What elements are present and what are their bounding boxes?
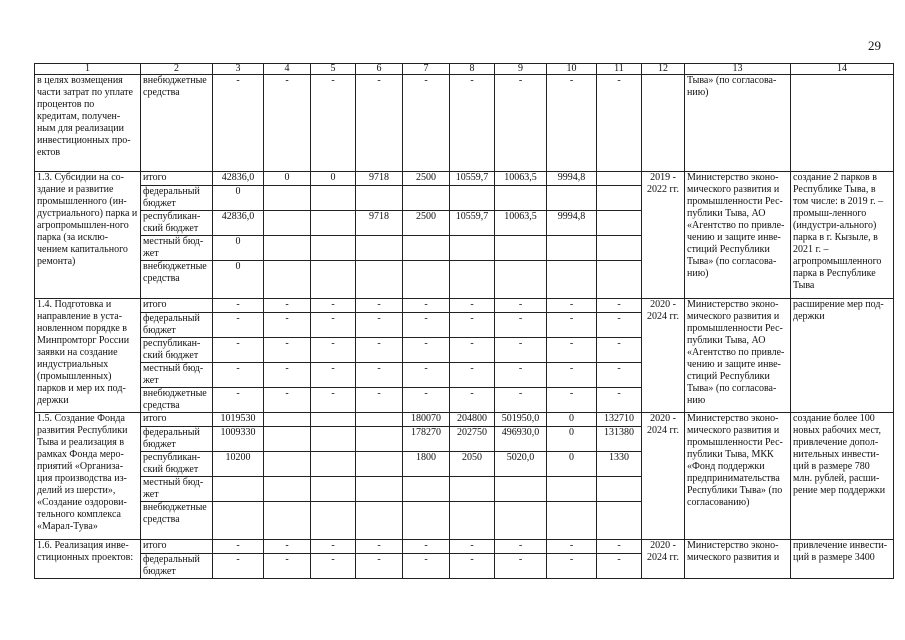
value-cell: - (547, 540, 597, 554)
period-cell (642, 75, 685, 172)
funding-source: местный бюд-жет (141, 477, 213, 502)
measure-name: 1.6. Реализация инве-стиционных проектов: (35, 540, 141, 579)
value-cell: - (403, 388, 450, 413)
value-cell (311, 502, 356, 540)
value-cell: - (213, 540, 264, 554)
value-cell: 2500 (403, 172, 450, 186)
value-cell (597, 261, 642, 299)
value-cell: 42836,0 (213, 172, 264, 186)
value-cell: - (403, 540, 450, 554)
result-cell: создание 2 парков в Республике Тыва, в том числе: в 2019 г. – промыш-ленного (индустри-ального) парка в г. Кызыле, в 2021 г. – агропромышленного парка в Республике Тыва (791, 172, 894, 299)
column-header: 1 (35, 64, 141, 75)
funding-source: внебюджетные средства (141, 388, 213, 413)
value-cell (311, 211, 356, 236)
column-header: 13 (685, 64, 791, 75)
column-header: 2 (141, 64, 213, 75)
value-cell: - (495, 313, 547, 338)
value-cell: - (264, 363, 311, 388)
value-cell (264, 413, 311, 427)
responsible-cell: Тыва» (по согласова-нию) (685, 75, 791, 172)
value-cell: - (311, 363, 356, 388)
value-cell: - (213, 388, 264, 413)
value-cell: 0 (213, 261, 264, 299)
value-cell: - (311, 75, 356, 172)
column-numbers-row (35, 64, 894, 75)
measure-name: в целях возмещения части затрат по уплате процентов по кредитам, получен-ным для реализации инвестиционных про-ектов (35, 75, 141, 172)
value-cell: - (547, 554, 597, 579)
value-cell (264, 211, 311, 236)
column-header: 6 (356, 64, 403, 75)
value-cell (264, 452, 311, 477)
value-cell: - (597, 363, 642, 388)
funding-source: федеральный бюджет (141, 427, 213, 452)
value-cell (597, 236, 642, 261)
funding-source: федеральный бюджет (141, 186, 213, 211)
value-cell: - (547, 299, 597, 313)
value-cell: - (213, 313, 264, 338)
value-cell: - (547, 75, 597, 172)
funding-source: местный бюд-жет (141, 363, 213, 388)
value-cell: 10063,5 (495, 172, 547, 186)
value-cell: 0 (264, 172, 311, 186)
column-header: 9 (495, 64, 547, 75)
column-header: 7 (403, 64, 450, 75)
value-cell: 10559,7 (450, 172, 495, 186)
period-cell: 2020 - 2024 гг. (642, 413, 685, 540)
value-cell: 180070 (403, 413, 450, 427)
value-cell (597, 477, 642, 502)
funding-source: итого (141, 413, 213, 427)
value-cell: - (264, 388, 311, 413)
value-cell (597, 211, 642, 236)
value-cell (356, 452, 403, 477)
value-cell: 204800 (450, 413, 495, 427)
value-cell: - (213, 75, 264, 172)
column-header: 10 (547, 64, 597, 75)
value-cell: - (450, 313, 495, 338)
value-cell: - (403, 313, 450, 338)
value-cell: 10200 (213, 452, 264, 477)
value-cell: - (356, 313, 403, 338)
value-cell (311, 452, 356, 477)
value-cell (403, 186, 450, 211)
column-header: 3 (213, 64, 264, 75)
value-cell: 9718 (356, 211, 403, 236)
value-cell (597, 172, 642, 186)
value-cell: 178270 (403, 427, 450, 452)
program-table (34, 63, 894, 579)
value-cell: - (264, 75, 311, 172)
value-cell (264, 236, 311, 261)
value-cell (403, 236, 450, 261)
value-cell: - (450, 554, 495, 579)
column-header: 14 (791, 64, 894, 75)
value-cell: 0 (547, 452, 597, 477)
value-cell (450, 477, 495, 502)
value-cell (356, 427, 403, 452)
value-cell (450, 261, 495, 299)
value-cell: - (495, 75, 547, 172)
value-cell: - (213, 299, 264, 313)
period-cell: 2020 - 2024 гг. (642, 540, 685, 579)
value-cell: - (597, 388, 642, 413)
value-cell: 1019530 (213, 413, 264, 427)
value-cell: - (356, 540, 403, 554)
value-cell (597, 186, 642, 211)
value-cell (311, 261, 356, 299)
value-cell: - (213, 363, 264, 388)
funding-source: федеральный бюджет (141, 554, 213, 579)
funding-source: внебюджетные средства (141, 75, 213, 172)
responsible-cell: Министерство эконо-мического развития и промышленности Рес-публики Тыва, АО «Агентство по привле-чению и защите инве-стиций Республики Тыва» (по согласова-нию (685, 299, 791, 413)
value-cell: - (547, 313, 597, 338)
value-cell (264, 261, 311, 299)
value-cell (213, 477, 264, 502)
value-cell (547, 236, 597, 261)
measure-name: 1.3. Субсидии на со-здание и развитие промышленного (ин-дустриального) парка и агропромышлен-ного парка (за исклю-чением капитального ремонта) (35, 172, 141, 299)
funding-source: итого (141, 172, 213, 186)
value-cell (403, 477, 450, 502)
value-cell: 1009330 (213, 427, 264, 452)
value-cell (311, 427, 356, 452)
value-cell: 0 (547, 427, 597, 452)
funding-source: республикан-ский бюджет (141, 452, 213, 477)
value-cell: - (213, 554, 264, 579)
value-cell: - (597, 540, 642, 554)
responsible-cell: Министерство эконо-мического развития и промышленности Рес-публики Тыва, АО «Агентство по привле-чению и защите инве-стиций Республики Тыва» (по согласова-нию) (685, 172, 791, 299)
value-cell (356, 477, 403, 502)
result-cell: привлечение инвести-ций в размере 3400 (791, 540, 894, 579)
value-cell: - (450, 75, 495, 172)
value-cell: 10559,7 (450, 211, 495, 236)
value-cell: - (264, 554, 311, 579)
value-cell: 0 (213, 186, 264, 211)
value-cell (547, 186, 597, 211)
column-header: 11 (597, 64, 642, 75)
value-cell: - (356, 75, 403, 172)
value-cell (356, 186, 403, 211)
value-cell: - (403, 363, 450, 388)
value-cell: - (356, 299, 403, 313)
value-cell: - (495, 338, 547, 363)
value-cell: 10063,5 (495, 211, 547, 236)
funding-source: федеральный бюджет (141, 313, 213, 338)
value-cell (547, 502, 597, 540)
result-cell: создание более 100 новых рабочих мест, привлечение допол-нительных инвести-ций в размере 780 млн. рублей, расши-рение мер поддержки (791, 413, 894, 540)
value-cell: 0 (311, 172, 356, 186)
value-cell: 5020,0 (495, 452, 547, 477)
value-cell: - (450, 299, 495, 313)
value-cell: 2500 (403, 211, 450, 236)
value-cell (311, 413, 356, 427)
value-cell: - (495, 540, 547, 554)
value-cell (356, 413, 403, 427)
value-cell: - (450, 338, 495, 363)
value-cell: - (311, 313, 356, 338)
measure-name: 1.4. Подготовка и направление в уста-новленном порядке в Минпромторг России заявки на создание индустриальных (промышленных) парков и мер их под-держки (35, 299, 141, 413)
value-cell (403, 502, 450, 540)
value-cell: - (264, 313, 311, 338)
column-header: 8 (450, 64, 495, 75)
value-cell: - (356, 554, 403, 579)
value-cell: - (495, 363, 547, 388)
value-cell (311, 236, 356, 261)
value-cell: - (403, 75, 450, 172)
value-cell: - (450, 540, 495, 554)
table-row (35, 299, 894, 313)
value-cell (495, 236, 547, 261)
value-cell: - (597, 338, 642, 363)
value-cell (356, 502, 403, 540)
value-cell (403, 261, 450, 299)
column-header: 12 (642, 64, 685, 75)
table-row (35, 75, 894, 172)
value-cell: - (495, 554, 547, 579)
value-cell: - (597, 313, 642, 338)
funding-source: местный бюд-жет (141, 236, 213, 261)
value-cell: - (311, 299, 356, 313)
value-cell: - (213, 338, 264, 363)
value-cell: 42836,0 (213, 211, 264, 236)
value-cell: - (264, 540, 311, 554)
value-cell: 9994,8 (547, 211, 597, 236)
column-header: 5 (311, 64, 356, 75)
value-cell: - (495, 388, 547, 413)
value-cell: - (597, 554, 642, 579)
value-cell: - (356, 363, 403, 388)
value-cell (356, 261, 403, 299)
value-cell (495, 261, 547, 299)
value-cell (264, 186, 311, 211)
value-cell: - (311, 540, 356, 554)
value-cell: - (403, 554, 450, 579)
value-cell: - (356, 338, 403, 363)
value-cell: - (450, 388, 495, 413)
responsible-cell: Министерство эконо-мического развития и (685, 540, 791, 579)
value-cell: 501950,0 (495, 413, 547, 427)
value-cell: 131380 (597, 427, 642, 452)
table-row (35, 540, 894, 554)
table-row (35, 413, 894, 427)
value-cell (356, 236, 403, 261)
period-cell: 2019 - 2022 гг. (642, 172, 685, 299)
result-cell (791, 75, 894, 172)
value-cell: - (403, 299, 450, 313)
table-row (35, 172, 894, 186)
responsible-cell: Министерство эконо-мического развития и промышленности Рес-публики Тыва, МКК «Фонд поддержки предпринимательства Республики Тыва» (по согласованию) (685, 413, 791, 540)
funding-source: республикан-ский бюджет (141, 338, 213, 363)
value-cell (547, 261, 597, 299)
value-cell: - (311, 338, 356, 363)
value-cell (450, 186, 495, 211)
value-cell: 9718 (356, 172, 403, 186)
measure-name: 1.5. Создание Фонда развития Республики Тыва и реализация в рамках Фонда меро-приятий «Организа-ция производства из-делий из шерсти», «Создание оздорови-тельного комплекса «Марал-Тува» (35, 413, 141, 540)
value-cell: 0 (213, 236, 264, 261)
value-cell (213, 502, 264, 540)
value-cell: 1330 (597, 452, 642, 477)
column-header: 4 (264, 64, 311, 75)
value-cell: - (403, 338, 450, 363)
value-cell: 2050 (450, 452, 495, 477)
value-cell: 1800 (403, 452, 450, 477)
value-cell: - (450, 363, 495, 388)
value-cell (495, 186, 547, 211)
page-number: 29 (868, 38, 881, 53)
value-cell (495, 477, 547, 502)
value-cell: - (311, 388, 356, 413)
value-cell: - (311, 554, 356, 579)
value-cell (311, 477, 356, 502)
value-cell (547, 477, 597, 502)
value-cell (311, 186, 356, 211)
value-cell (597, 502, 642, 540)
value-cell: 132710 (597, 413, 642, 427)
value-cell: 202750 (450, 427, 495, 452)
value-cell (450, 502, 495, 540)
value-cell (264, 502, 311, 540)
value-cell: 496930,0 (495, 427, 547, 452)
value-cell (264, 477, 311, 502)
funding-source: внебюджетные средства (141, 502, 213, 540)
value-cell: - (597, 299, 642, 313)
funding-source: республикан-ский бюджет (141, 211, 213, 236)
value-cell: 0 (547, 413, 597, 427)
value-cell: - (597, 75, 642, 172)
value-cell (450, 236, 495, 261)
value-cell (264, 427, 311, 452)
value-cell: - (264, 338, 311, 363)
value-cell: - (547, 338, 597, 363)
value-cell (495, 502, 547, 540)
result-cell: расширение мер под-держки (791, 299, 894, 413)
value-cell: - (547, 388, 597, 413)
funding-source: внебюджетные средства (141, 261, 213, 299)
value-cell: - (547, 363, 597, 388)
period-cell: 2020 - 2024 гг. (642, 299, 685, 413)
value-cell: 9994,8 (547, 172, 597, 186)
funding-source: итого (141, 299, 213, 313)
value-cell: - (356, 388, 403, 413)
value-cell: - (264, 299, 311, 313)
funding-source: итого (141, 540, 213, 554)
value-cell: - (495, 299, 547, 313)
